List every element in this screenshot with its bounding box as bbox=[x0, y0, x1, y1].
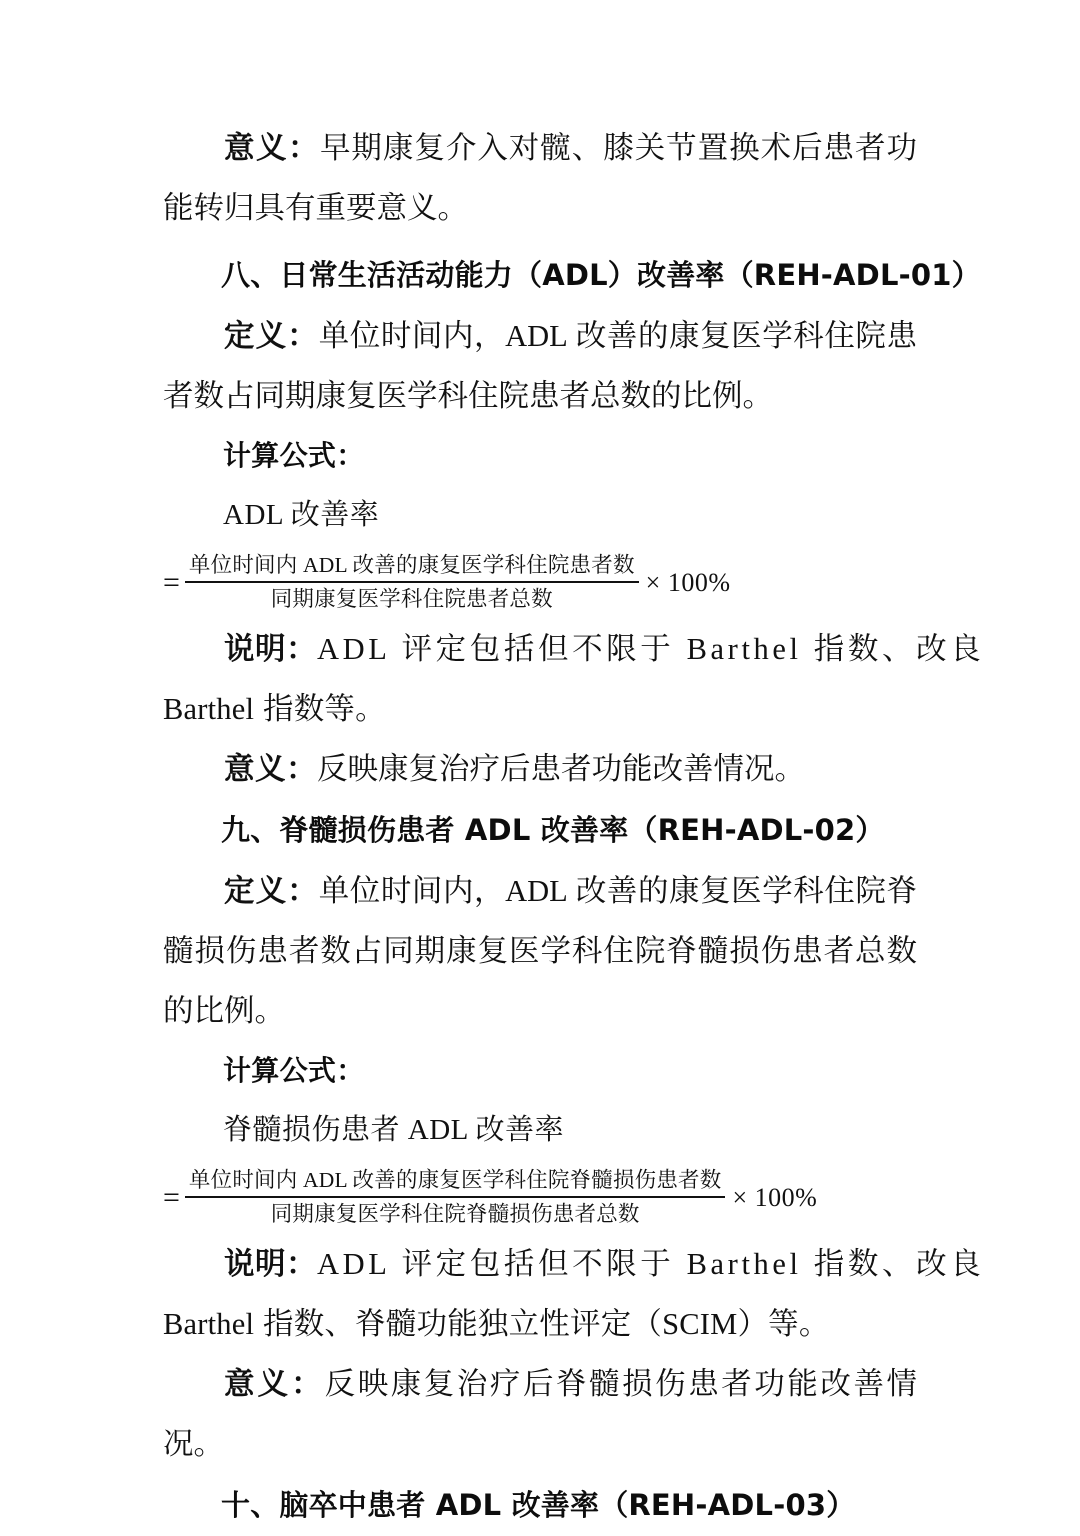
formula-multiplier: × 100% bbox=[645, 567, 731, 597]
text-note-nine-line1: ADL 评定包括但不限于 Barthel 指数、改良 bbox=[317, 1247, 985, 1281]
text-note-eight-line1: ADL 评定包括但不限于 Barthel 指数、改良 bbox=[317, 632, 985, 666]
fraction-denominator: 同期康复医学科住院患者总数 bbox=[270, 587, 553, 611]
note-nine-line-2: Barthel 指数、脊髓功能独立性评定（SCIM）等。 bbox=[163, 1307, 830, 1341]
label-note: 说明： bbox=[224, 1247, 317, 1281]
label-formula-eight: 计算公式： bbox=[223, 439, 365, 472]
fraction-numerator: 单位时间内 ADL 改善的康复医学科住院患者数 bbox=[188, 553, 635, 577]
page-content bbox=[163, 0, 985, 1536]
paragraph-definition-eight bbox=[163, 306, 917, 426]
formula-equation-eight bbox=[163, 544, 917, 619]
label-meaning: 意义： bbox=[224, 1367, 325, 1401]
text-definition-nine-body: 单位时间内，ADL 改善的康复医学科住院脊髓损伤患者数占同期康复医学科住院脊髓损伤患者总数的比例。 bbox=[163, 874, 917, 1028]
fraction-eight bbox=[185, 550, 639, 615]
text-definition-eight-body: 单位时间内，ADL 改善的康复医学科住院患者数占同期康复医学科住院患者总数的比例。 bbox=[163, 319, 917, 413]
text-intro-meaning-body: 早期康复介入对髋、膝关节置换术后患者功能转归具有重要意义。 bbox=[163, 131, 918, 225]
fraction-denominator: 同期康复医学科住院脊髓损伤患者总数 bbox=[270, 1202, 640, 1226]
note-eight-line-1 bbox=[163, 619, 985, 679]
formula-title-eight: ADL 改善率 bbox=[223, 499, 380, 531]
equals-sign: = bbox=[163, 1180, 180, 1214]
formula-equation-nine bbox=[163, 1159, 917, 1234]
heading-section-eight: 八、日常生活活动能力（ADL）改善率（REH-ADL-01） bbox=[221, 258, 981, 292]
fraction-numerator: 单位时间内 ADL 改善的康复医学科住院脊髓损伤患者数 bbox=[188, 1168, 722, 1192]
label-formula-nine: 计算公式： bbox=[223, 1054, 365, 1087]
paragraph-intro-meaning bbox=[163, 118, 917, 238]
heading-section-nine: 九、脊髓损伤患者 ADL 改善率（REH-ADL-02） bbox=[221, 813, 885, 847]
text-meaning-eight-body: 反映康复治疗后患者功能改善情况。 bbox=[317, 752, 805, 786]
paragraph-definition-nine bbox=[163, 861, 917, 1041]
fraction-nine bbox=[185, 1165, 726, 1230]
label-definition: 定义： bbox=[224, 874, 319, 908]
equals-sign: = bbox=[163, 565, 180, 599]
label-definition: 定义： bbox=[224, 319, 319, 353]
formula-multiplier: × 100% bbox=[732, 1182, 818, 1212]
heading-section-ten: 十、脑卒中患者 ADL 改善率（REH-ADL-03） bbox=[221, 1488, 856, 1522]
formula-title-nine: 脊髓损伤患者 ADL 改善率 bbox=[223, 1114, 565, 1146]
label-meaning: 意义： bbox=[224, 131, 320, 165]
text-meaning-nine-body: 反映康复治疗后脊髓损伤患者功能改善情况。 bbox=[163, 1367, 918, 1461]
paragraph-note-eight bbox=[163, 619, 985, 739]
label-meaning: 意义： bbox=[224, 752, 317, 786]
paragraph-meaning-eight bbox=[163, 739, 917, 799]
note-eight-line-2: Barthel 指数等。 bbox=[163, 692, 386, 726]
note-nine-line-1 bbox=[163, 1234, 985, 1294]
paragraph-meaning-nine bbox=[163, 1354, 917, 1474]
label-note: 说明： bbox=[224, 632, 317, 666]
paragraph-note-nine bbox=[163, 1234, 985, 1354]
